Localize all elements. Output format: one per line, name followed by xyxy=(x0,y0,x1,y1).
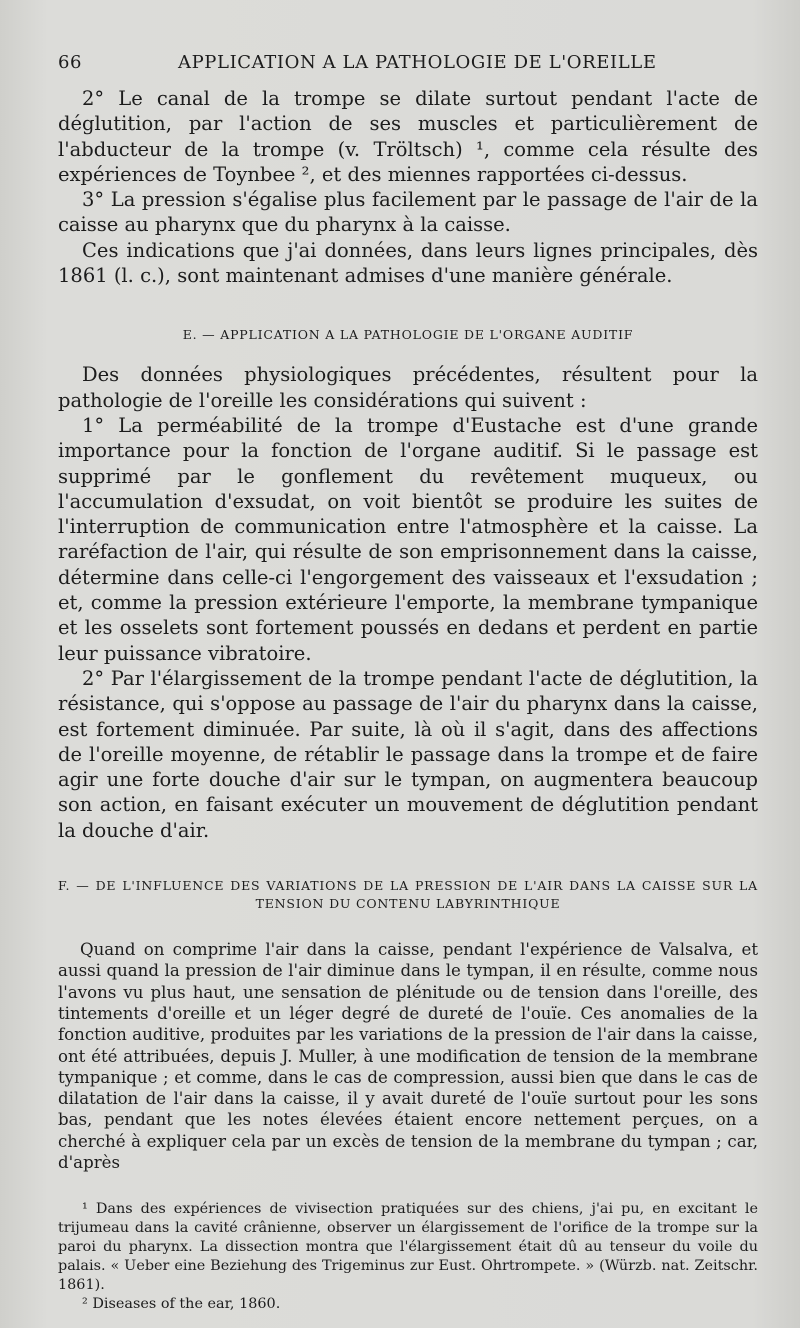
section-e-body xyxy=(58,362,758,843)
footnotes xyxy=(58,1200,758,1314)
paragraph: Ces indications que j'ai données, dans leurs lignes principales, dès 1861 (l. c.), sont maintenant admises d'une manière générale. xyxy=(58,238,758,288)
section-heading-f: F. — DE L'INFLUENCE DES VARIATIONS DE LA PRESSION DE L'AIR DANS LA CAISSE SUR LA TENSION DU CONTENU LABYRINTHIQUE xyxy=(58,878,758,912)
section-f-body xyxy=(58,939,758,1173)
running-head xyxy=(58,52,758,86)
paragraph: Des données physiologiques précédentes, résultent pour la pathologie de l'oreille les considérations qui suivent : xyxy=(58,363,758,412)
paragraph: 2° Le canal de la trompe se dilate surtout pendant l'acte de déglutition, par l'action de ses muscles et particulièrement de l'abducteur de la trompe (v. Tröltsch) ¹, comme cela résulte des expériences de Toynbee ², et des miennes rapportées ci-dessus. xyxy=(58,87,758,186)
page-number: 66 xyxy=(58,52,82,73)
paragraph: Quand on comprime l'air dans la caisse, pendant l'expérience de Valsalva, et aussi quand la pression de l'air diminue dans le tympan, il en résulte, comme nous l'avons vu plus haut, une sensation de plénitude ou de tension dans l'oreille, des tintements d'oreille et un léger degré de dureté de l'ouïe. Ces anomalies de la fonction auditive, produites par les variations de la pression de l'air dans la caisse, ont été attribuées, depuis J. Muller, à une modification de tension de la membrane tympanique ; et comme, dans le cas de compression, aussi bien que dans le cas de dilatation de l'air dans la caisse, il y avait dureté de l'ouïe surtout pour les sons bas, pendant que les notes élevées étaient encore nettement perçues, on a cherché à expliquer cela par un excès de tension de la membrane du tympan ; car, d'après xyxy=(58,940,758,1172)
running-title: APPLICATION A LA PATHOLOGIE DE L'OREILLE xyxy=(178,52,657,73)
section-heading-e: E. — APPLICATION A LA PATHOLOGIE DE L'ORGANE AUDITIF xyxy=(182,327,634,343)
footnote: ² Diseases of the ear, 1860. xyxy=(82,1296,281,1313)
intro-block xyxy=(58,86,758,288)
paragraph: 2° Par l'élargissement de la trompe pendant l'acte de déglutition, la résistance, qui s'oppose au passage de l'air du pharynx dans la caisse, est fortement diminuée. Par suite, là où il s'agit, dans des affections de l'oreille moyenne, de rétablir le passage dans la trompe et de faire agir une forte douche d'air sur le tympan, on augmentera beaucoup son action, en faisant exécuter un mouvement de déglutition pendant la douche d'air. xyxy=(58,666,758,842)
paragraph: 1° La perméabilité de la trompe d'Eustache est d'une grande importance pour la fonction de l'organe auditif. Si le passage est supprimé par le gonflement du revêtement muqueux, ou l'accumulation d'exsudat, on voit bientôt se produire les suites de l'interruption de communication entre l'atmosphère et la caisse. La raréfaction de l'air, qui résulte de son emprisonnement dans la caisse, détermine dans celle-ci l'engorgement des vaisseaux et l'exsudation ; et, comme la pression extérieure l'emporte, la membrane tympanique et les osselets sont fortement poussés en dedans et perdent en partie leur puissance vibratoire. xyxy=(58,413,758,665)
footnote: ¹ Dans des expériences de vivisection pratiquées sur des chiens, j'ai pu, en excitant le trijumeau dans la cavité crânienne, observer un élargissement de l'orifice de la trompe sur la paroi du pharynx. La dissection montra que l'élargissement était dû au tenseur du voile du palais. « Ueber eine Beziehung des Trigeminus zur Eust. Ohrtrompete. » (Würzb. nat. Zeitschr. 1861). xyxy=(58,1201,758,1294)
paragraph: 3° La pression s'égalise plus facilement par le passage de l'air de la caisse au pharynx que du pharynx à la caisse. xyxy=(58,188,758,237)
